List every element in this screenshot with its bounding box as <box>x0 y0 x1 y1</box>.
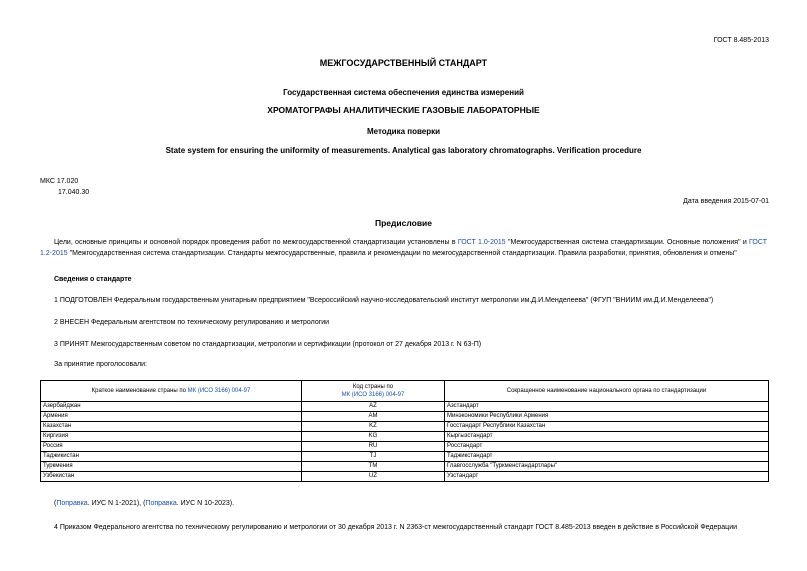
table-header-row <box>41 381 769 402</box>
info-item-1: 1 ПОДГОТОВЛЕН Федеральным государственным унитарным предприятием "Всероссийский научно-исследовательский институт метрологии им.Д.И.Менделеева" (ФГУП "ВНИИМ им.Д.И.Менделеева") <box>54 297 714 304</box>
mk-iso-link[interactable]: МК (ИСО 3166) 004-97 <box>341 392 405 398</box>
body-cell: Таджикстандарт <box>445 452 769 462</box>
amendment-link-1[interactable]: Поправка <box>56 500 88 507</box>
code-cell: TM <box>302 462 445 472</box>
body-cell: Росстандарт <box>445 442 769 452</box>
table-row <box>41 412 769 422</box>
amendments-note: (Поправка. ИУС N 1-2021), (Поправка. ИУС N 10-2023). <box>54 500 235 507</box>
table-row <box>41 402 769 412</box>
code-cell: KZ <box>302 422 445 432</box>
country-cell: Таджикистан <box>41 452 302 462</box>
header-country: Краткое наименование страны по МК (ИСО 3166) 004-97 <box>41 381 302 402</box>
country-cell: Киргизия <box>41 432 302 442</box>
table-row <box>41 462 769 472</box>
amendment-link-2[interactable]: Поправка <box>145 500 177 507</box>
code-cell: RU <box>302 442 445 452</box>
body-cell: Минэкономики Республики Армения <box>445 412 769 422</box>
info-item-3: 3 ПРИНЯТ Межгосударственным советом по стандартизации, метрологии и сертификации (протокол от 27 декабря 2013 г. N 63-П) <box>54 341 482 348</box>
header-code: Код страны по МК (ИСО 3166) 004-97 <box>302 381 445 402</box>
standard-type-title: МЕЖГОСУДАРСТВЕННЫЙ СТАНДАРТ <box>319 58 488 68</box>
mks-code-2: 17.040.30 <box>58 189 90 196</box>
code-cell: TJ <box>302 452 445 462</box>
mk-iso-link[interactable]: МК (ИСО 3166) 004-97 <box>187 388 251 394</box>
table-row <box>41 452 769 462</box>
info-item-4: 4 Приказом Федерального агентства по техническому регулированию и метрологии от 30 декабря 2013 г. N 2363-ст межгосударственный стандарт ГОСТ 8.485-2013 введен в действие в Российской Федерации <box>54 524 738 531</box>
header-body: Сокращенное наименование национального органа по стандартизации <box>445 381 769 402</box>
countries-table <box>40 380 769 482</box>
foreword-text-b: "Межгосударственная система стандартизации. Основные положения" и <box>505 239 750 246</box>
method-title: Методика поверки <box>366 127 441 136</box>
info-heading: Сведения о стандарте <box>54 276 132 283</box>
gost-1-2-link[interactable]: ГОСТ 1.2-2015 <box>40 239 767 257</box>
foreword-text-a: Цели, основные принципы и основной порядок проведения работ по межгосударственной стандартизации установлены в <box>54 239 458 246</box>
info-item-2: 2 ВНЕСЕН Федеральным агентством по техническому регулированию и метрологии <box>54 319 330 326</box>
foreword-heading: Предисловие <box>374 218 433 228</box>
country-cell: Армения <box>41 412 302 422</box>
country-cell: Казахстан <box>41 422 302 432</box>
table-row <box>41 442 769 452</box>
body-cell: Главгосслужба "Туркменстандартлары" <box>445 462 769 472</box>
code-cell: UZ <box>302 472 445 482</box>
body-cell: Кыргызстандарт <box>445 432 769 442</box>
body-cell: Узстандарт <box>445 472 769 482</box>
foreword-text-c: "Межгосударственная система стандартизации. Стандарты межгосударственные, правила и рекомендации по межгосударственной стандартизации. Правила разработки, принятия, обновления и отмены" <box>67 250 737 257</box>
code-cell: KG <box>302 432 445 442</box>
vote-label: За принятие проголосовали: <box>54 361 147 368</box>
code-cell: AM <box>302 412 445 422</box>
english-title: State system for ensuring the uniformity of measurements. Analytical gas laboratory chromatographs. Verification procedure <box>165 146 642 155</box>
body-cell: Госстандарт Республики Казахстан <box>445 422 769 432</box>
country-cell: Азербайджан <box>41 402 302 412</box>
code-cell: AZ <box>302 402 445 412</box>
table-row <box>41 432 769 442</box>
foreword-paragraph <box>40 237 767 259</box>
table-row <box>41 422 769 432</box>
table-row <box>41 472 769 482</box>
country-cell: Россия <box>41 442 302 452</box>
intro-date: Дата введения 2015-07-01 <box>683 198 769 205</box>
country-cell: Узбекистан <box>41 472 302 482</box>
country-cell: Туркмения <box>41 462 302 472</box>
document-code: ГОСТ 8.485-2013 <box>713 37 769 44</box>
body-cell: Азстандарт <box>445 402 769 412</box>
subject-title: ХРОМАТОГРАФЫ АНАЛИТИЧЕСКИЕ ГАЗОВЫЕ ЛАБОРАТОРНЫЕ <box>267 105 540 115</box>
system-title: Государственная система обеспечения единства измерений <box>283 88 524 97</box>
gost-1-0-link[interactable]: ГОСТ 1.0-2015 <box>457 239 506 246</box>
classification-codes <box>40 176 89 198</box>
mks-code-1: МКС 17.020 <box>40 178 79 185</box>
